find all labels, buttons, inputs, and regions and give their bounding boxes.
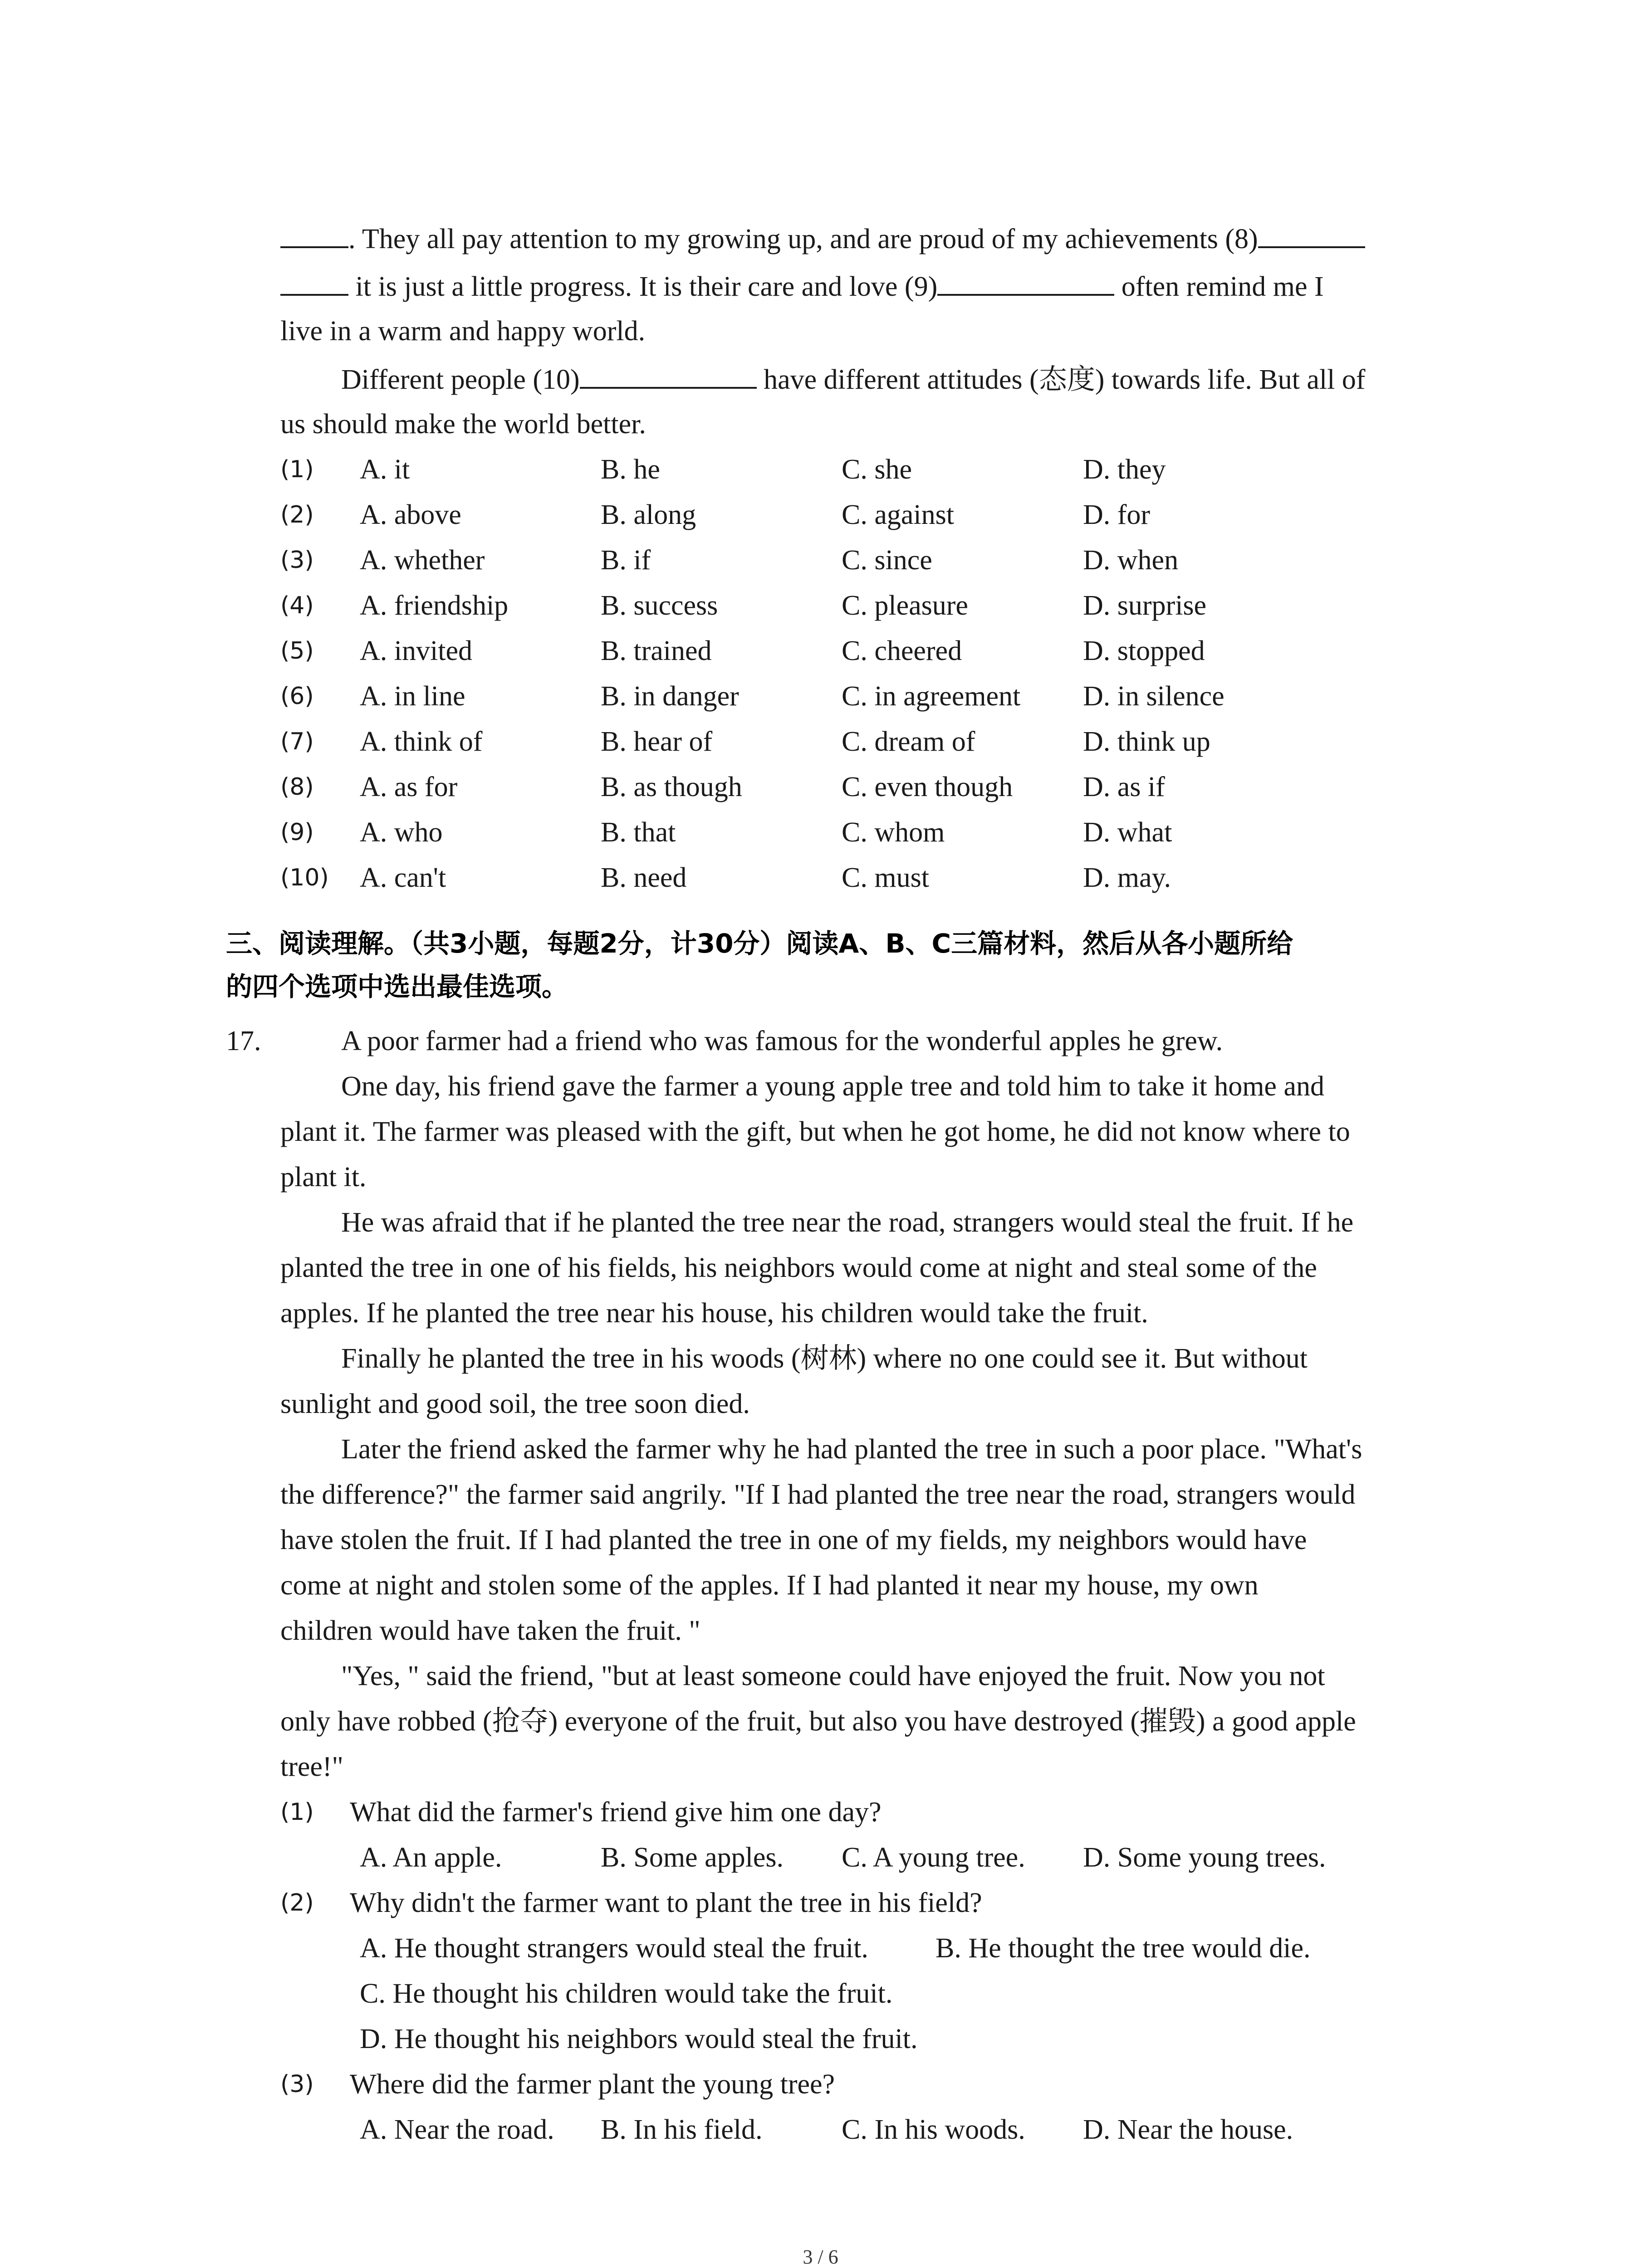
passage-line-2 bbox=[280, 268, 1324, 305]
passage-line-1 bbox=[280, 220, 1365, 257]
answer-a[interactable]: A. An apple. bbox=[360, 1842, 502, 1873]
option-a[interactable]: A. whether bbox=[360, 545, 485, 576]
option-b[interactable]: B. he bbox=[601, 454, 660, 485]
option-number: (6) bbox=[280, 683, 314, 710]
story-line: plant it. bbox=[280, 1162, 367, 1193]
option-d[interactable]: D. they bbox=[1083, 454, 1166, 485]
subquestion-number: (2) bbox=[280, 1889, 314, 1916]
story-line: He was afraid that if he planted the tree near the road, strangers would steal the fruit. If he bbox=[341, 1207, 1354, 1238]
passage-line-4-start: Different people (10) bbox=[341, 364, 580, 395]
option-a[interactable]: A. it bbox=[360, 454, 410, 485]
option-c[interactable]: C. whom bbox=[842, 817, 945, 848]
subquestion-text: Where did the farmer plant the young tree? bbox=[350, 2069, 835, 2100]
story-line: One day, his friend gave the farmer a young apple tree and told him to take it home and bbox=[341, 1071, 1324, 1102]
story-line: "Yes, " said the friend, "but at least someone could have enjoyed the fruit. Now you not bbox=[341, 1661, 1325, 1691]
story-line: Later the friend asked the farmer why he had planted the tree in such a poor place. "What's bbox=[341, 1434, 1362, 1465]
story-line: Finally he planted the tree in his woods (树林) where no one could see it. But without bbox=[341, 1343, 1308, 1374]
option-a[interactable]: A. think of bbox=[360, 726, 483, 757]
blank-8b[interactable] bbox=[280, 268, 348, 296]
story-line: tree!" bbox=[280, 1751, 343, 1782]
subquestion-number: (3) bbox=[280, 2071, 314, 2098]
option-d[interactable]: D. when bbox=[1083, 545, 1179, 576]
answer-d[interactable]: D. Some young trees. bbox=[1083, 1842, 1326, 1873]
option-d[interactable]: D. surprise bbox=[1083, 590, 1207, 621]
option-a[interactable]: A. above bbox=[360, 499, 461, 530]
passage-line-3: live in a warm and happy world. bbox=[280, 316, 646, 347]
option-b[interactable]: B. need bbox=[601, 862, 687, 893]
story-line: plant it. The farmer was pleased with the gift, but when he got home, he did not know where to bbox=[280, 1116, 1350, 1147]
option-c[interactable]: C. cheered bbox=[842, 635, 962, 666]
answer-b[interactable]: B. In his field. bbox=[601, 2114, 763, 2145]
answer-a[interactable]: A. He thought strangers would steal the fruit. bbox=[360, 1933, 868, 1964]
option-c[interactable]: C. she bbox=[842, 454, 912, 485]
option-c[interactable]: C. against bbox=[842, 499, 954, 530]
section-title-line-2: 的四个选项中选出最佳选项。 bbox=[226, 971, 568, 1002]
option-c[interactable]: C. pleasure bbox=[842, 590, 968, 621]
blank-10[interactable] bbox=[580, 361, 757, 389]
option-b[interactable]: B. success bbox=[601, 590, 718, 621]
option-a[interactable]: A. who bbox=[360, 817, 443, 848]
option-number: (8) bbox=[280, 773, 314, 801]
option-b[interactable]: B. along bbox=[601, 499, 696, 530]
option-c[interactable]: C. even though bbox=[842, 772, 1013, 802]
option-number: (4) bbox=[280, 592, 314, 619]
story-line: only have robbed (抢夺) everyone of the fruit, but also you have destroyed (摧毁) a good apple bbox=[280, 1706, 1356, 1737]
answer-b[interactable]: B. He thought the tree would die. bbox=[936, 1933, 1311, 1964]
story-line: the difference?" the farmer said angrily. "If I had planted the tree near the road, strangers would bbox=[280, 1479, 1356, 1510]
option-number: (7) bbox=[280, 728, 314, 755]
passage-line-2-text: it is just a little progress. It is their care and love (9) bbox=[348, 271, 938, 302]
option-number: (1) bbox=[280, 456, 314, 483]
passage-line-2-end: often remind me I bbox=[1114, 271, 1324, 302]
answer-c[interactable]: C. In his woods. bbox=[842, 2114, 1025, 2145]
option-c[interactable]: C. in agreement bbox=[842, 681, 1021, 712]
answer-c[interactable]: C. A young tree. bbox=[842, 1842, 1025, 1873]
option-a[interactable]: A. as for bbox=[360, 772, 458, 802]
passage-line-4-end: have different attitudes (态度) towards life. But all of bbox=[756, 364, 1366, 395]
subquestion-number: (1) bbox=[280, 1799, 314, 1826]
story-line: come at night and stolen some of the apples. If I had planted it near my house, my own bbox=[280, 1570, 1259, 1601]
story-line: children would have taken the fruit. " bbox=[280, 1615, 700, 1646]
story-line: have stolen the fruit. If I had planted the tree in one of my fields, my neighbors would have bbox=[280, 1525, 1307, 1555]
option-d[interactable]: D. may. bbox=[1083, 862, 1171, 893]
option-c[interactable]: C. must bbox=[842, 862, 929, 893]
answer-c[interactable]: C. He thought his children would take the fruit. bbox=[360, 1978, 893, 2009]
answer-d[interactable]: D. Near the house. bbox=[1083, 2114, 1293, 2145]
option-a[interactable]: A. invited bbox=[360, 635, 472, 666]
option-number: (10) bbox=[280, 864, 329, 891]
passage-line-5: us should make the world better. bbox=[280, 409, 646, 440]
option-number: (9) bbox=[280, 819, 314, 846]
answer-d[interactable]: D. He thought his neighbors would steal the fruit. bbox=[360, 2024, 918, 2054]
option-number: (2) bbox=[280, 501, 314, 528]
option-d[interactable]: D. think up bbox=[1083, 726, 1210, 757]
option-b[interactable]: B. that bbox=[601, 817, 676, 848]
story-line: A poor farmer had a friend who was famous for the wonderful apples he grew. bbox=[341, 1026, 1223, 1056]
option-b[interactable]: B. in danger bbox=[601, 681, 739, 712]
subquestion-text: Why didn't the farmer want to plant the tree in his field? bbox=[350, 1887, 982, 1918]
option-d[interactable]: D. stopped bbox=[1083, 635, 1205, 666]
question-number: 17. bbox=[226, 1026, 261, 1056]
option-a[interactable]: A. can't bbox=[360, 862, 446, 893]
option-c[interactable]: C. dream of bbox=[842, 726, 975, 757]
option-a[interactable]: A. friendship bbox=[360, 590, 509, 621]
subquestion-text: What did the farmer's friend give him one day? bbox=[350, 1797, 882, 1828]
option-number: (3) bbox=[280, 547, 314, 574]
option-b[interactable]: B. hear of bbox=[601, 726, 713, 757]
story-line: planted the tree in one of his fields, his neighbors would come at night and steal some of the bbox=[280, 1252, 1317, 1283]
blank-7[interactable] bbox=[280, 220, 348, 248]
story-line: apples. If he planted the tree near his house, his children would take the fruit. bbox=[280, 1298, 1148, 1329]
answer-a[interactable]: A. Near the road. bbox=[360, 2114, 554, 2145]
answer-b[interactable]: B. Some apples. bbox=[601, 1842, 784, 1873]
option-number: (5) bbox=[280, 637, 314, 665]
option-d[interactable]: D. what bbox=[1083, 817, 1172, 848]
page-number: 3 / 6 bbox=[803, 2246, 838, 2268]
blank-9[interactable] bbox=[937, 268, 1114, 296]
option-b[interactable]: B. trained bbox=[601, 635, 712, 666]
option-b[interactable]: B. if bbox=[601, 545, 651, 576]
option-b[interactable]: B. as though bbox=[601, 772, 742, 802]
story-line: sunlight and good soil, the tree soon died. bbox=[280, 1388, 750, 1419]
option-d[interactable]: D. as if bbox=[1083, 772, 1165, 802]
option-d[interactable]: D. in silence bbox=[1083, 681, 1225, 712]
option-d[interactable]: D. for bbox=[1083, 499, 1151, 530]
section-title-line-1: 三、阅读理解。（共3小题，每题2分，计30分）阅读A、B、C三篇材料，然后从各小题所给 bbox=[226, 928, 1293, 959]
blank-8a[interactable] bbox=[1258, 220, 1365, 248]
passage-line-1-text: . They all pay attention to my growing up, and are proud of my achievements (8) bbox=[348, 224, 1258, 254]
option-c[interactable]: C. since bbox=[842, 545, 932, 576]
passage-line-4 bbox=[341, 361, 1365, 398]
option-a[interactable]: A. in line bbox=[360, 681, 465, 712]
